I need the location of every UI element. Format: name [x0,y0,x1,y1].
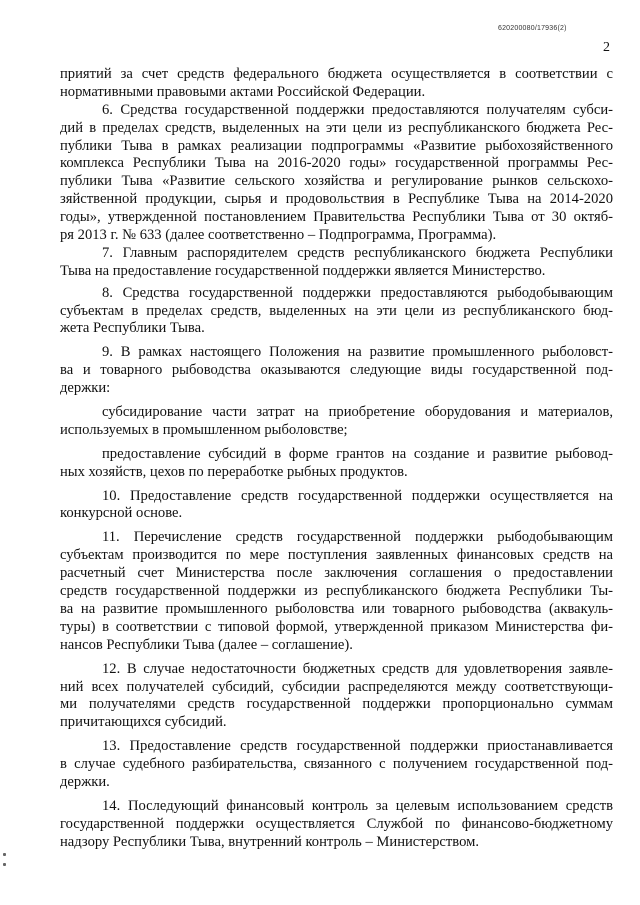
page-number: 2 [603,40,610,55]
text-line: надзору Республики Тыва, внутренний контроль – Министерством. [60,833,479,850]
text-line: ний всех получателей субсидий, субсидии распределяются между соответствующи- [60,678,613,695]
text-line: государственной поддержки осуществляется Службой по финансово-бюджетному [60,815,613,832]
text-line: туры) в соответствии с типовой формой, утвержденной приказом Министерства фи- [60,618,613,635]
text-line: причитающихся субсидий. [60,714,227,731]
text-line: держки. [60,773,110,790]
text-line: в случае судебного разбирательства, связанного с получением государственной под- [60,756,613,773]
text-line: ми получателями средств государственной поддержки пропорционально суммам [60,696,613,713]
text-line: публики Тыва «Развитие сельского хозяйства и регулирование рынков сельскохо- [60,173,613,190]
text-line: конкурсной основе. [60,505,183,522]
text-line: ря 2013 г. № 633 (далее соответственно – Подпрограмма, Программа). [60,227,497,244]
text-line: субсидирование части затрат на приобретение оборудования и материалов, [102,404,613,421]
text-line: 12. В случае недостаточности бюджетных средств для удовлетворения заявле- [102,660,613,677]
text-line: ва и товарного рыбоводства оказываются следующие виды государственной под- [60,362,613,379]
text-line: жета Республики Тыва. [60,320,205,337]
text-line: расчетный счет Министерства после заключения соглашения о предоставлении [60,565,613,582]
text-line: 7. Главным распорядителем средств республиканского бюджета Республики [102,244,613,261]
scan-speck [3,853,6,856]
text-line: нормативными правовыми актами Российской Федерации. [60,83,426,100]
text-line: приятий за счет средств федерального бюджета осуществляется в соответствии с [60,66,613,82]
text-line: 10. Предоставление средств государственной поддержки осуществляется на [102,487,613,504]
text-line: 6. Средства государственной поддержки предоставляются получателям субси- [102,101,613,118]
text-line: зяйственной продукции, сырья и продовольствия в Республике Тыва на 2014-2020 [60,191,613,208]
scan-speck [3,863,6,866]
text-line: 14. Последующий финансовый контроль за целевым использованием средств [102,797,613,814]
document-id: 620200080/17936(2) [498,25,567,32]
text-line: комплекса Республики Тыва на 2016-2020 годы» государственной программы Рес- [60,155,613,172]
text-line: дий в пределах средств, выделенных на эти цели из республиканского бюджета Рес- [60,119,613,136]
text-line: предоставление субсидий в форме грантов на создание и развитие рыбовод- [102,445,613,462]
text-line: ных хозяйств, цехов по переработке рыбных продуктов. [60,463,408,480]
text-line: используемых в промышленном рыболовстве; [60,421,348,438]
text-line: 9. В рамках настоящего Положения на развитие промышленного рыболовст- [102,344,613,361]
text-line: ва на развитие промышленного рыболовства или товарного рыбоводства (аквакуль- [60,600,613,617]
text-line: субъектам производится по мере поступления заявленных финансовых средств на [60,547,613,564]
text-line: 8. Средства государственной поддержки предоставляются рыбодобывающим [102,284,613,301]
text-line: 13. Предоставление средств государственной поддержки приостанавливается [102,738,613,755]
text-line: 11. Перечисление средств государственной поддержки рыбодобывающим [102,529,613,546]
document-body [60,66,613,852]
text-line: годы», утвержденной постановлением Правительства Республики Тыва от 30 октяб- [60,209,613,226]
text-line: держки: [60,380,111,397]
text-line: Тыва на предоставление государственной поддержки является Министерство. [60,262,546,279]
text-line: средств государственной поддержки из республиканского бюджета Республики Ты- [60,583,613,600]
text-line: субъектам в пределах средств, выделенных на эти цели из республиканского бюд- [60,302,613,319]
text-line: нансов Республики Тыва (далее – соглашение). [60,636,353,653]
text-line: публики Тыва в рамках реализации подпрограммы «Развитие рыбохозяйственного [60,137,613,154]
